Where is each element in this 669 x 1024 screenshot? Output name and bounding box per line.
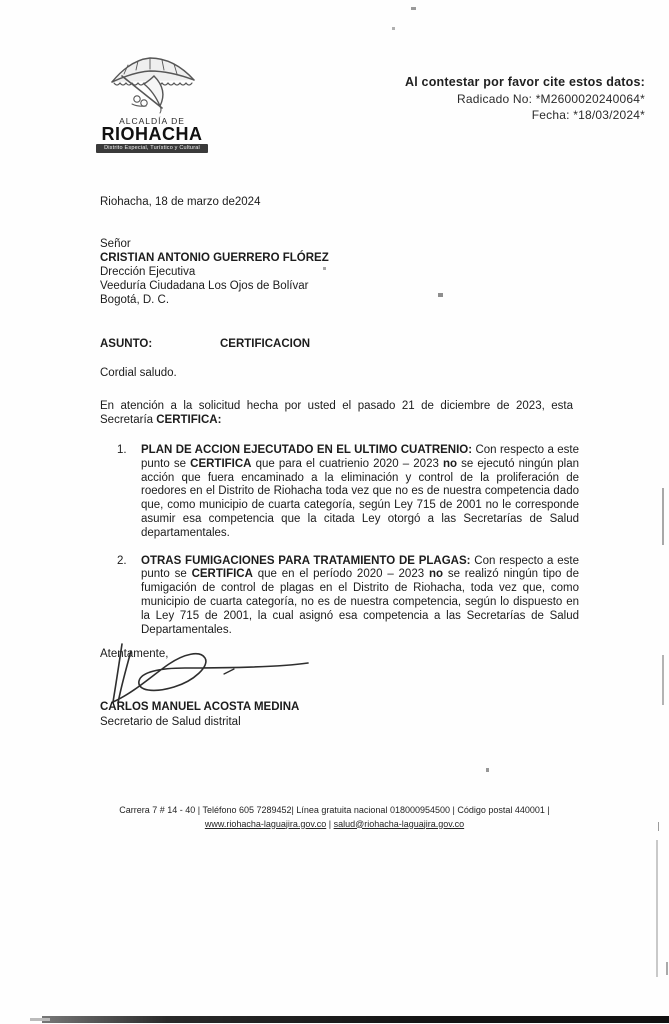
signer-title: Secretario de Salud distrital bbox=[100, 715, 241, 728]
recipient-block bbox=[100, 237, 329, 307]
recipient-salutation: Señor bbox=[100, 238, 131, 250]
scan-bottom-edge-feather bbox=[30, 1018, 50, 1021]
scan-speck bbox=[486, 768, 489, 772]
letter-footer bbox=[0, 804, 669, 831]
scan-edge-line bbox=[656, 840, 658, 977]
footer-address-line: Carrera 7 # 14 - 40 | Teléfono 605 7289452| Línea gratuita nacional 018000954500 | Código postal 440001 | bbox=[119, 805, 550, 815]
list-item bbox=[117, 555, 579, 638]
scan-edge-line bbox=[662, 488, 664, 545]
scan-edge-dash bbox=[666, 962, 668, 975]
footer-email-link: salud@riohacha-laguajira.gov.co bbox=[333, 818, 465, 829]
radicado-number: Radicado No: *M2600020240064* bbox=[457, 92, 645, 106]
logo-org-small: ALCALDÍA DE bbox=[119, 116, 185, 126]
letterhead-logo bbox=[96, 52, 208, 153]
footer-website-link: www.riohacha-laguajira.gov.co bbox=[204, 818, 327, 829]
list-item bbox=[117, 444, 579, 541]
recipient-org: Veeduría Ciudadana Los Ojos de Bolívar bbox=[100, 280, 309, 292]
radicado-block bbox=[405, 74, 645, 123]
riohacha-crest-icon bbox=[104, 52, 200, 114]
scan-speck bbox=[392, 27, 395, 30]
cite-instruction: Al contestar por favor cite estos datos: bbox=[404, 75, 645, 89]
signer-block bbox=[100, 700, 299, 729]
item-text: PLAN DE ACCION EJECUTADO EN EL ULTIMO CUATRENIO: Con respecto a este punto se CERTIFICA que para el cuatrienio 2020 – 2023 no se ejecutó ningún plan acción que fuera encaminado a la eliminación y control de la proliferación de roedores en el Distrito de Riohacha toda vez que no es de nuestra competencia dado que, como municipio de cuarta categoría, según Ley 715 de 2001 no le corresponde asumir esa competencia que la citada Ley otorgó a las Secretarías de Salud departamentales. bbox=[141, 444, 579, 539]
scan-bottom-edge bbox=[42, 1016, 669, 1023]
greeting-line: Cordial saludo. bbox=[100, 367, 177, 379]
recipient-name: CRISTIAN ANTONIO GUERRERO FLÓREZ bbox=[100, 252, 329, 264]
scan-speck bbox=[411, 7, 416, 10]
subject-value: CERTIFICACION bbox=[220, 338, 311, 350]
recipient-role: Drección Ejecutiva bbox=[100, 266, 196, 278]
recipient-city: Bogotá, D. C. bbox=[100, 294, 170, 306]
item-number: 1. bbox=[117, 444, 127, 456]
item-text: OTRAS FUMIGACIONES PARA TRATAMIENTO DE PLAGAS: Con respecto a este punto se CERTIFICA que en el período 2020 – 2023 no se realizó ningún tipo de fumigación de control de plagas en el Distrito de Riohacha, toda vez que, como municipio de cuarta categoría, no es de nuestra competencia, según lo dispuesto en la Ley 715 de 2001, la cual asignó esa competencia a las Secretarías de Salud Departamentales. bbox=[141, 554, 579, 636]
intro-paragraph: En atención a la solicitud hecha por usted el pasado 21 de diciembre de 2023, esta Secretaría CERTIFICA: bbox=[100, 400, 573, 426]
scan-edge-line bbox=[662, 655, 664, 705]
radicado-date: Fecha: *18/03/2024* bbox=[531, 108, 645, 122]
item-number: 2. bbox=[117, 554, 127, 567]
letter-dateline: Riohacha, 18 de marzo de2024 bbox=[100, 196, 261, 208]
logo-org-tagline: Distrito Especial, Turístico y Cultural bbox=[96, 144, 208, 153]
logo-org-name: RIOHACHA bbox=[101, 124, 203, 144]
closing-line: Atentamente, bbox=[100, 648, 169, 660]
subject-label: ASUNTO: bbox=[100, 338, 153, 350]
scan-speck bbox=[438, 293, 443, 297]
signer-name: CARLOS MANUEL ACOSTA MEDINA bbox=[100, 701, 300, 713]
certification-items bbox=[117, 444, 579, 651]
footer-links-line bbox=[0, 818, 669, 832]
subject-line bbox=[100, 338, 311, 352]
footer-link-separator: | bbox=[326, 818, 334, 829]
